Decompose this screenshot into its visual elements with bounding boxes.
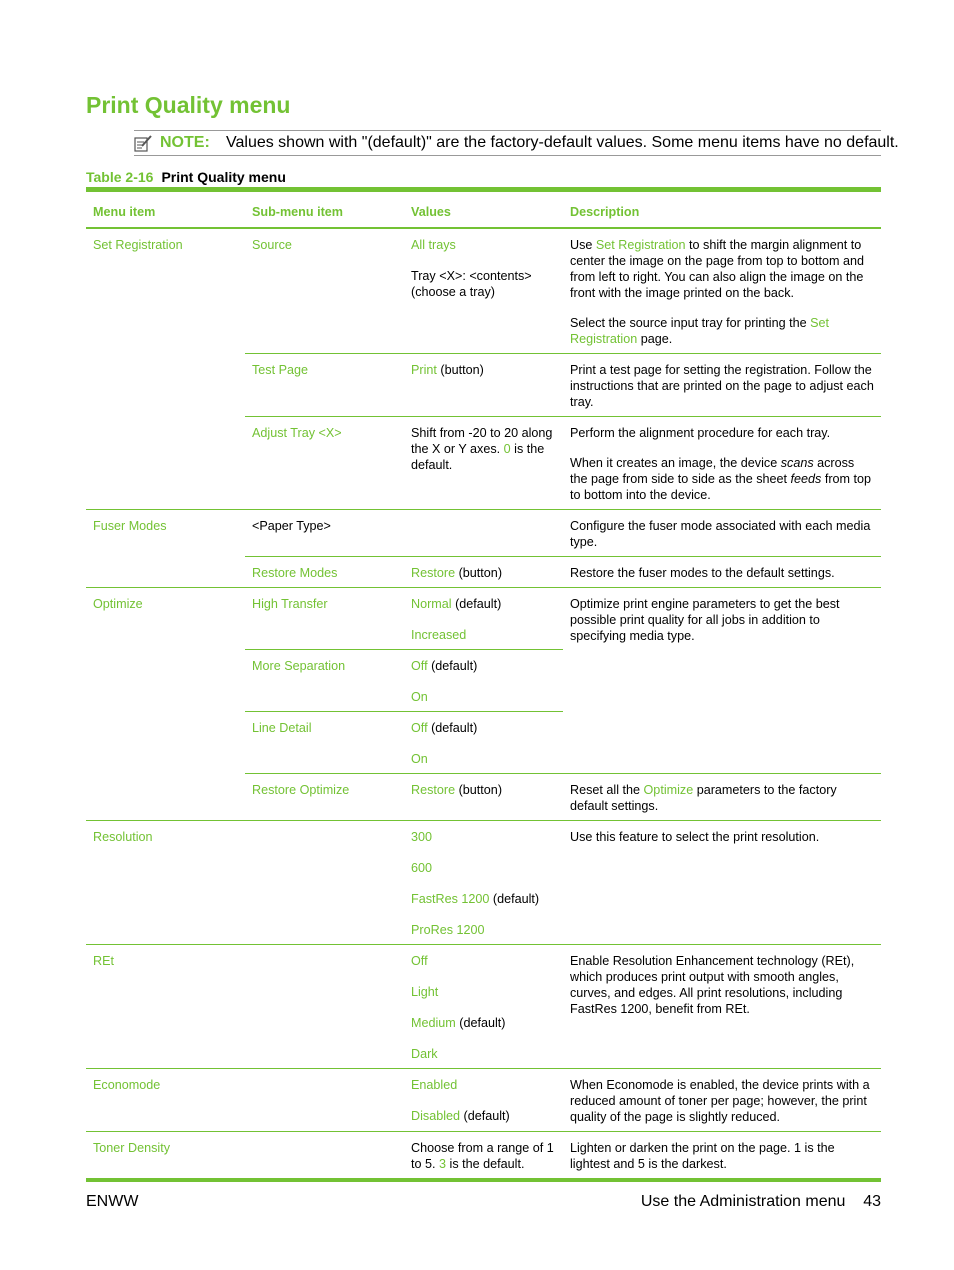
note-label: NOTE:	[160, 134, 210, 151]
header-menu-item: Menu item	[86, 190, 245, 229]
value-option: 300	[411, 830, 433, 844]
value-option: ProRes 1200	[411, 923, 485, 937]
table-row	[86, 228, 881, 354]
values-cell	[404, 588, 563, 650]
header-sub-menu-item: Sub-menu item	[245, 190, 404, 229]
values-cell: Print (button)	[404, 354, 563, 417]
note-pencil-icon	[134, 135, 152, 152]
values-cell	[404, 821, 563, 945]
menu-item-set-registration: Set Registration	[93, 238, 183, 252]
menu-item-optimize: Optimize	[86, 588, 245, 821]
header-description: Description	[563, 190, 881, 229]
menu-item-fuser-modes: Fuser Modes	[86, 510, 245, 588]
value-option: Off (default)	[411, 659, 478, 673]
sub-item-test-page: Test Page	[245, 354, 404, 417]
value-option: Medium (default)	[411, 1016, 506, 1030]
menu-item-ret: REt	[86, 945, 245, 1069]
table-row	[86, 1069, 881, 1132]
sub-item-line-detail: Line Detail	[245, 712, 404, 774]
value-option: All trays	[411, 238, 456, 252]
description-text: Enable Resolution Enhancement technology (REt), which produces print output with smooth angles, curves, and edges. All print resolutions, including FastRes 1200, benefit from REt.	[563, 945, 881, 1069]
values-cell	[404, 1069, 563, 1132]
sub-item-cell	[245, 1069, 404, 1132]
sub-item-restore-optimize: Restore Optimize	[245, 774, 404, 821]
menu-item-economode: Economode	[86, 1069, 245, 1132]
value-option: Off (default)	[411, 721, 478, 735]
value-option: On	[411, 752, 428, 766]
menu-item-resolution: Resolution	[86, 821, 245, 945]
sub-item-adjust-tray: Adjust Tray <X>	[245, 417, 404, 510]
value-option: Dark	[411, 1047, 438, 1061]
menu-item-toner-density: Toner Density	[86, 1132, 245, 1181]
sub-item-paper-type: <Paper Type>	[245, 510, 404, 557]
value-option: Increased	[411, 628, 467, 642]
sub-item-cell	[245, 1132, 404, 1181]
values-cell	[404, 945, 563, 1069]
table-header-row	[86, 190, 881, 229]
page-title: Print Quality menu	[86, 92, 291, 118]
print-quality-table	[86, 187, 881, 1182]
value-option: Enabled	[411, 1078, 458, 1092]
value-option: On	[411, 690, 428, 704]
value-option: FastRes 1200 (default)	[411, 892, 540, 906]
table-row	[86, 945, 881, 1069]
description-text: Optimize print engine parameters to get the best possible print quality for all jobs in addition to specifying media type.	[563, 588, 881, 774]
table-number: Table 2-16	[86, 169, 154, 185]
description-text: Configure the fuser mode associated with each media type.	[563, 510, 881, 557]
description-text: When Economode is enabled, the device prints with a reduced amount of toner per page; however, the print quality of the page is slightly reduced.	[563, 1069, 881, 1132]
value-option: Normal (default)	[411, 597, 502, 611]
sub-item-cell	[245, 945, 404, 1069]
value-option: 600	[411, 861, 433, 875]
note-box	[134, 130, 899, 156]
sub-item-more-separation: More Separation	[245, 650, 404, 712]
table-row	[86, 821, 881, 945]
note-text: Values shown with "(default)" are the factory-default values. Some menu items have no default.	[226, 134, 899, 151]
table-row	[86, 510, 881, 557]
description-text: Reset all the Optimize parameters to the factory default settings.	[563, 774, 881, 821]
table-title: Print Quality menu	[161, 169, 286, 185]
value-option: Tray <X>: <contents> (choose a tray)	[411, 269, 532, 299]
footer-right: Use the Administration menu 43	[640, 1193, 881, 1210]
description-text: Use Set Registration to shift the margin alignment to center the image on the page from top to bottom and from left to right. You can also align the image on the front with the image printed on the back.	[570, 238, 865, 300]
sub-item-source: Source	[252, 238, 292, 252]
sub-item-cell	[245, 821, 404, 945]
description-text: Lighten or darken the print on the page. 1 is the lightest and 5 is the darkest.	[563, 1132, 881, 1181]
values-cell: Choose from a range of 1 to 5. 3 is the default.	[404, 1132, 563, 1181]
values-cell: Restore (button)	[404, 774, 563, 821]
description-text: Use this feature to select the print resolution.	[563, 821, 881, 945]
values-cell	[404, 650, 563, 712]
description-text: Perform the alignment procedure for each tray.	[570, 426, 831, 440]
table-row	[86, 588, 881, 650]
description-text: When it creates an image, the device scans across the page from side to side as the sheet feeds from top to bottom into the device.	[570, 456, 872, 502]
value-option: Light	[411, 985, 439, 999]
description-text: Restore the fuser modes to the default settings.	[563, 557, 881, 588]
values-cell	[404, 228, 563, 354]
sub-item-high-transfer: High Transfer	[245, 588, 404, 650]
values-cell: Restore (button)	[404, 557, 563, 588]
values-cell	[404, 712, 563, 774]
description-cell	[563, 228, 881, 354]
description-cell	[563, 417, 881, 510]
values-cell	[404, 510, 563, 557]
description-text: Print a test page for setting the registration. Follow the instructions that are printed on the page to adjust each tray.	[563, 354, 881, 417]
value-option: Off	[411, 954, 428, 968]
description-text: Select the source input tray for printing the Set Registration page.	[570, 316, 830, 346]
table-caption	[86, 169, 286, 185]
values-cell: Shift from -20 to 20 along the X or Y axes. 0 is the default.	[404, 417, 563, 510]
sub-item-restore-modes: Restore Modes	[245, 557, 404, 588]
footer-left: ENWW	[86, 1193, 139, 1210]
table-row	[86, 1132, 881, 1181]
header-values: Values	[404, 190, 563, 229]
value-option: Disabled (default)	[411, 1109, 510, 1123]
